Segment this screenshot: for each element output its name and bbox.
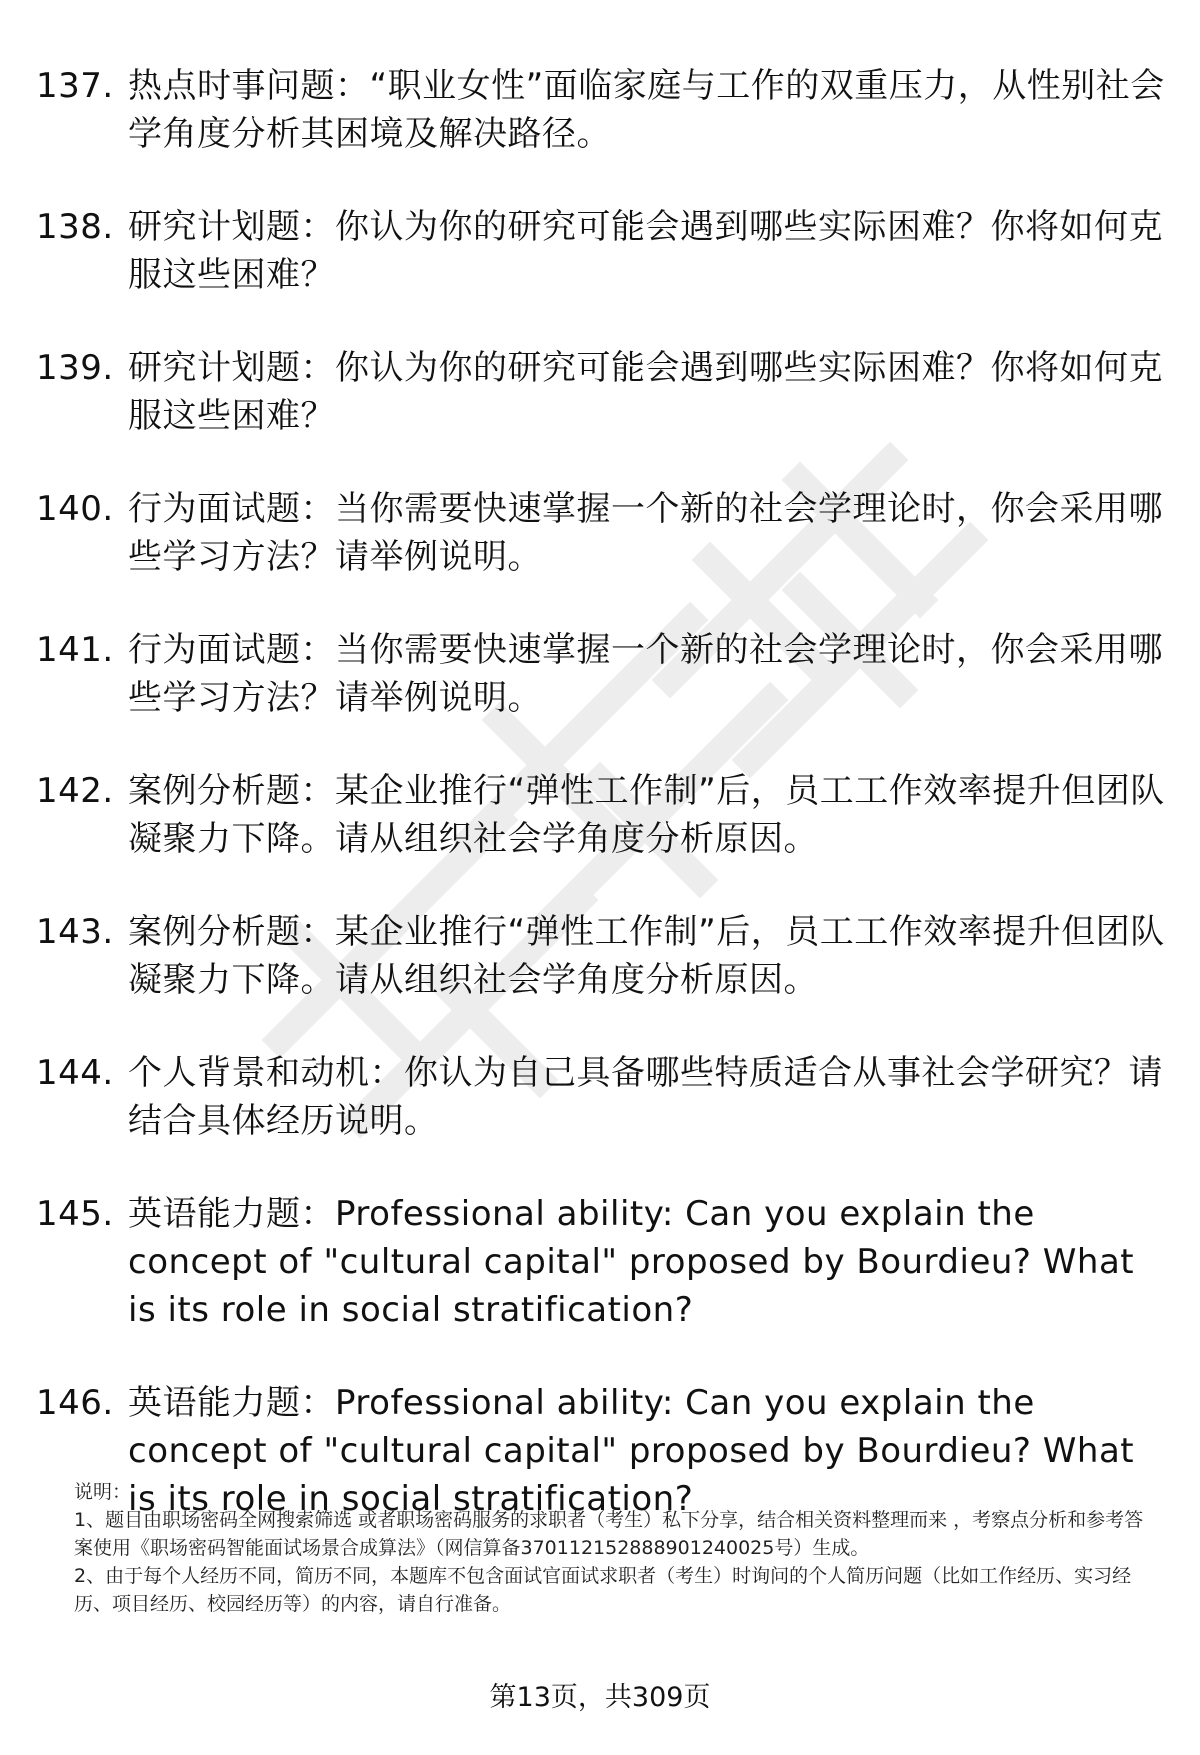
question-number: 145. [36, 1194, 114, 1234]
question-number: 146. [36, 1383, 114, 1423]
question-text: 热点时事问题：“职业女性”面临家庭与工作的双重压力，从性别社会学角度分析其困境及解决路径。 [128, 66, 1165, 154]
question-item [36, 485, 1166, 581]
notes-heading: 说明： [74, 1481, 132, 1503]
question-text: 研究计划题：你认为你的研究可能会遇到哪些实际困难？你将如何克服这些困难？ [128, 207, 1163, 295]
question-item [36, 908, 1166, 1004]
question-number: 144. [36, 1053, 114, 1093]
question-item [36, 626, 1166, 722]
question-list [36, 62, 1166, 1568]
question-item [36, 344, 1166, 440]
notes-section [74, 1478, 1154, 1618]
question-item [36, 203, 1166, 299]
question-item [36, 1049, 1166, 1145]
question-text: 个人背景和动机：你认为自己具备哪些特质适合从事社会学研究？请结合具体经历说明。 [128, 1053, 1163, 1141]
question-text: 案例分析题：某企业推行“弹性工作制”后，员工工作效率提升但团队凝聚力下降。请从组织社会学角度分析原因。 [128, 912, 1165, 1000]
notes-item: 1、题目由职场密码全网搜索筛选 或者职场密码服务的求职者（考生）私下分享，结合相关资料整理而来 ，考察点分析和参考答案使用《职场密码智能面试场景合成算法》（网信算备370112152888901240025号）生成。 [74, 1509, 1144, 1559]
question-number: 143. [36, 912, 114, 952]
page-number: 第13页，共309页 [489, 1682, 711, 1713]
question-number: 139. [36, 348, 114, 388]
question-number: 138. [36, 207, 114, 247]
question-item [36, 767, 1166, 863]
question-number: 140. [36, 489, 114, 529]
question-text: 行为面试题：当你需要快速掌握一个新的社会学理论时，你会采用哪些学习方法？请举例说明。 [128, 630, 1163, 718]
question-text: 研究计划题：你认为你的研究可能会遇到哪些实际困难？你将如何克服这些困难？ [128, 348, 1163, 436]
question-text: 案例分析题：某企业推行“弹性工作制”后，员工工作效率提升但团队凝聚力下降。请从组织社会学角度分析原因。 [128, 771, 1165, 859]
question-text: 英语能力题：Professional ability: Can you explain the concept of "cultural capital" proposed by Bourdieu? What is its role in social stratification? [128, 1194, 1135, 1330]
question-text: 英语能力题：Professional ability: Can you explain the concept of "cultural capital" proposed by Bourdieu? What is its role in social stratification? [128, 1383, 1135, 1519]
question-item [36, 62, 1166, 158]
question-text: 行为面试题：当你需要快速掌握一个新的社会学理论时，你会采用哪些学习方法？请举例说明。 [128, 489, 1163, 577]
question-number: 142. [36, 771, 114, 811]
notes-item: 2、由于每个人经历不同，简历不同，本题库不包含面试官面试求职者（考生）时询问的个人简历问题（比如工作经历、实习经历、项目经历、校园经历等）的内容，请自行准备。 [74, 1565, 1132, 1615]
question-number: 141. [36, 630, 114, 670]
question-number: 137. [36, 66, 114, 106]
question-item [36, 1190, 1166, 1334]
